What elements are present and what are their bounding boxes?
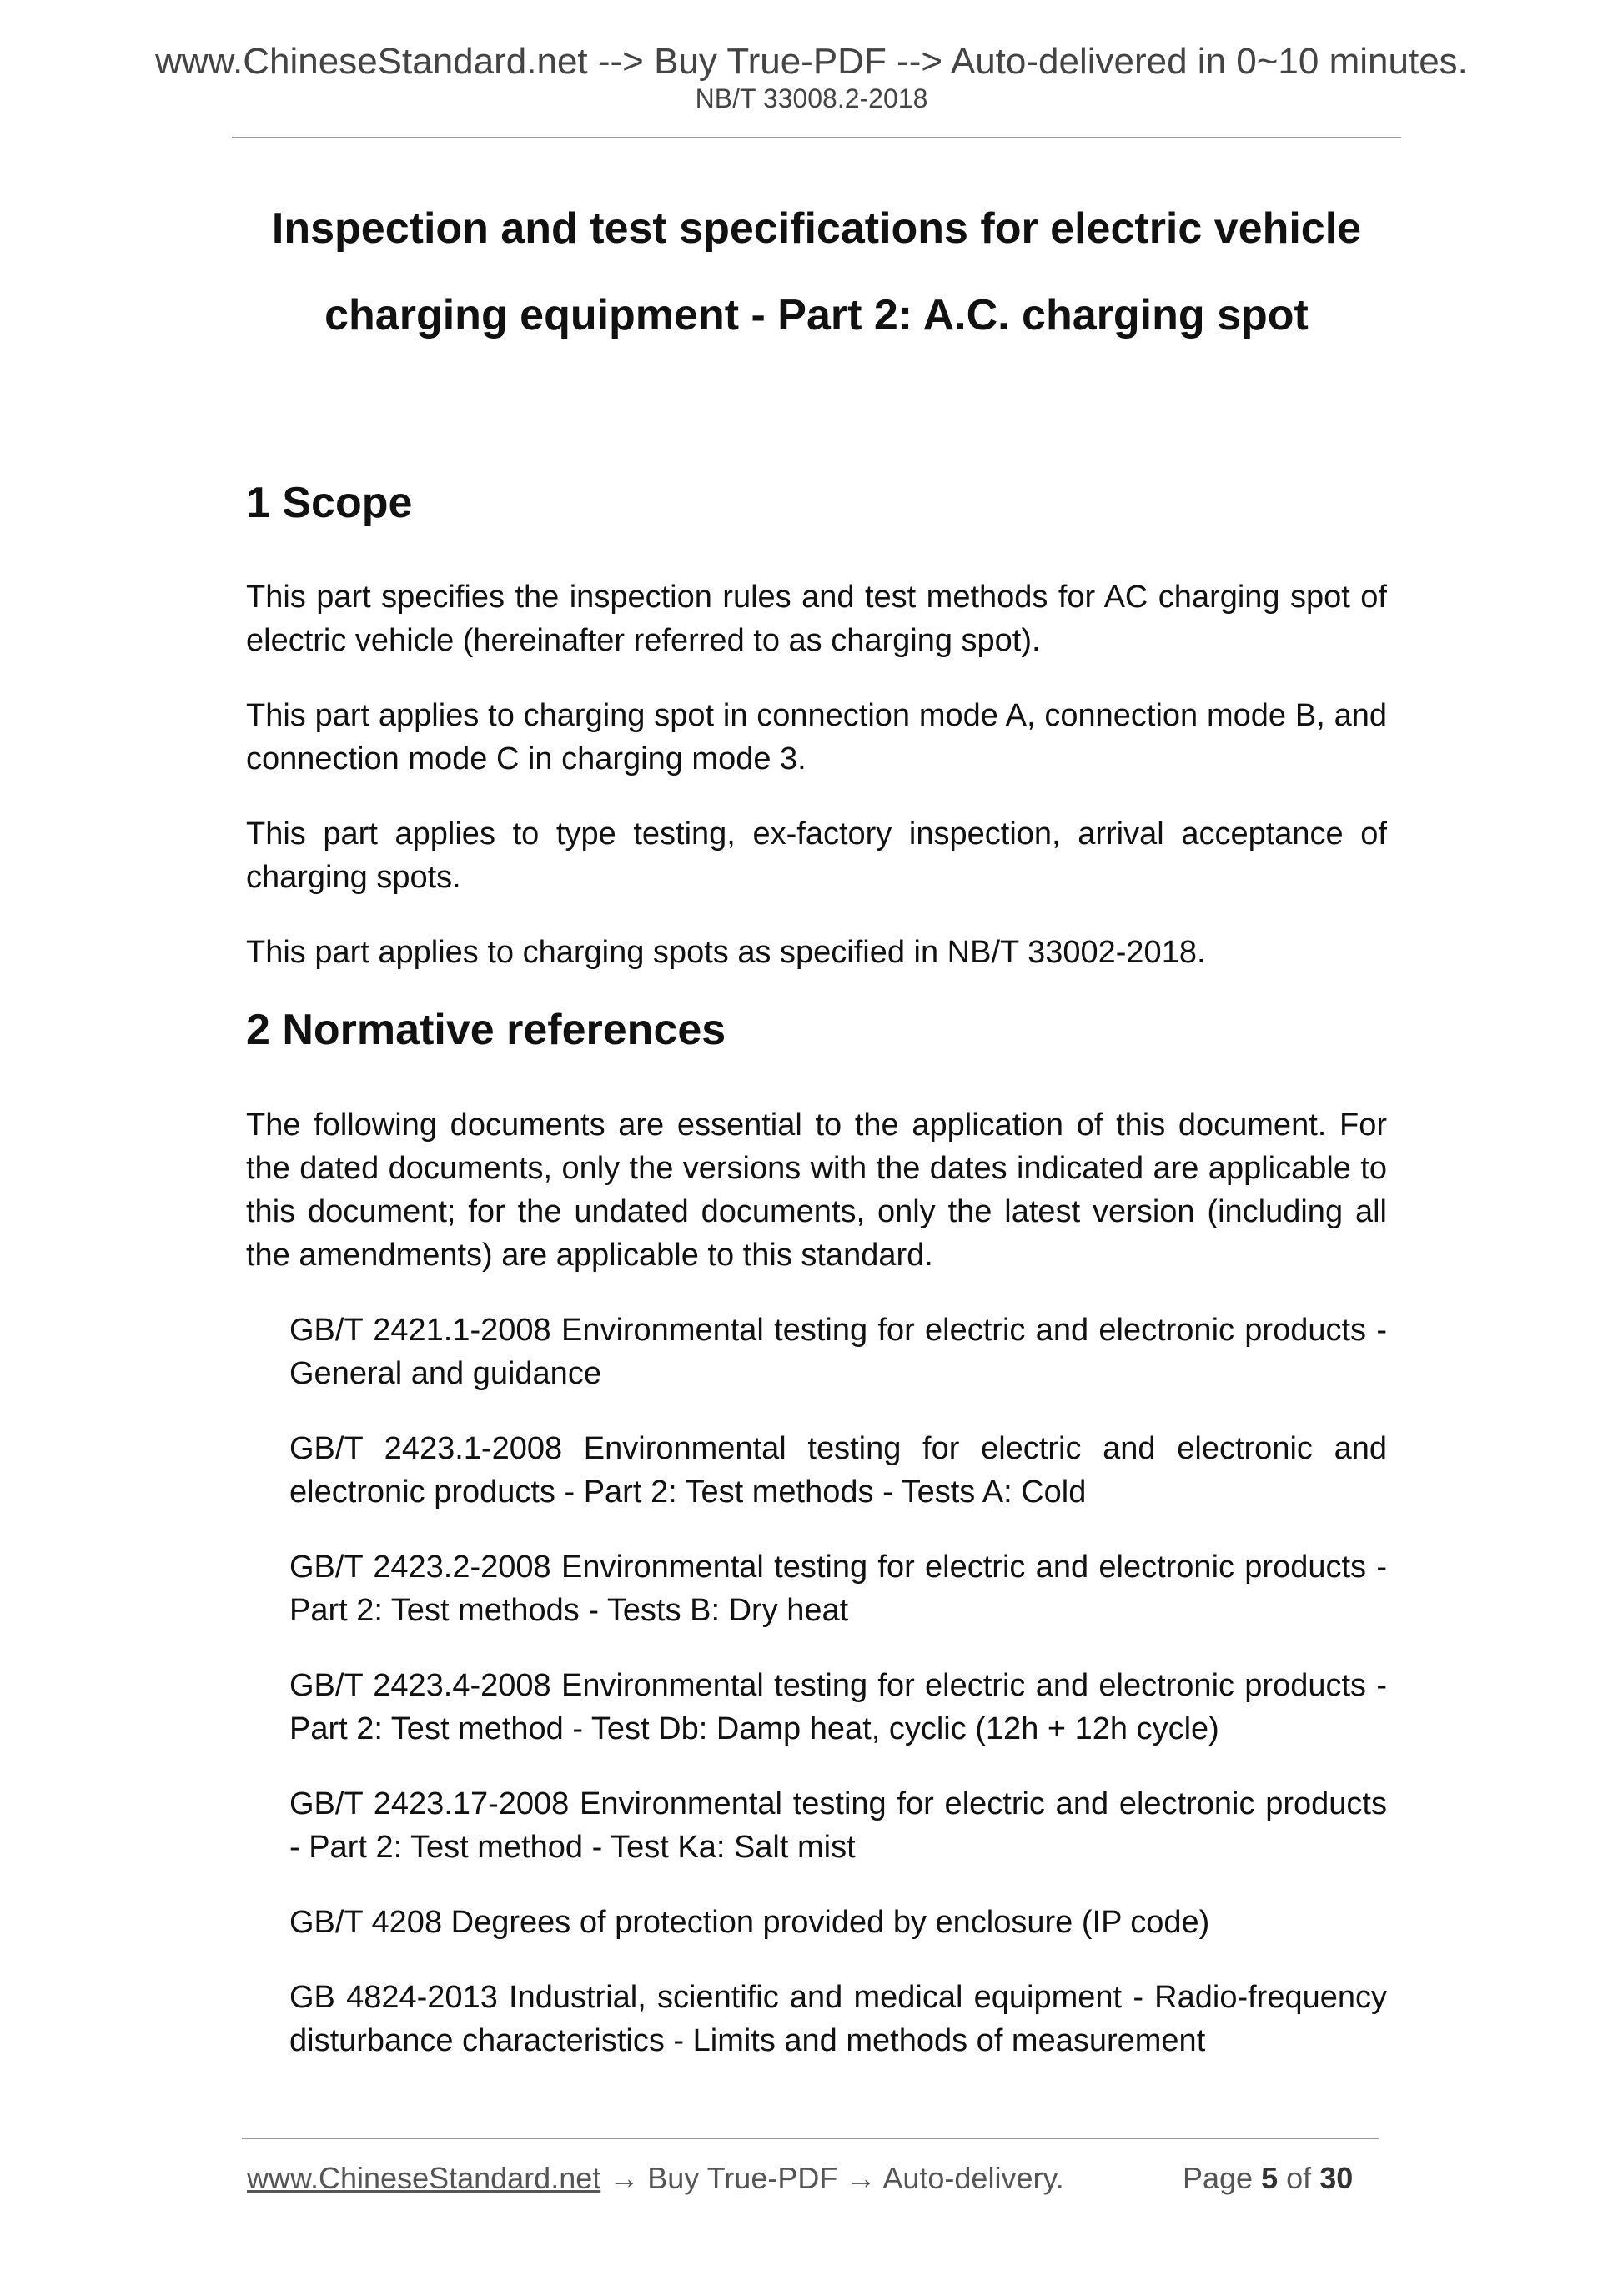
title-line-1: Inspection and test specifications for electric vehicle — [271, 204, 1362, 253]
arrow-right-icon: → — [600, 2161, 648, 2195]
page-of-label: of — [1286, 2161, 1312, 2195]
footer-buy-text: Buy True-PDF — [647, 2161, 838, 2195]
document-code: NB/T 33008.2-2018 — [695, 83, 928, 113]
reference-item: GB/T 2423.17-2008 Environmental testing for electric and electronic products - Part 2: Test method - Test Ka: Salt mist — [289, 1786, 1387, 1865]
page-total: 30 — [1319, 2161, 1354, 2195]
page-label: Page — [1183, 2161, 1254, 2195]
scope-paragraph: This part applies to type testing, ex-factory inspection, arrival acceptance of charging spots. — [246, 816, 1387, 896]
document-body — [246, 477, 1387, 2094]
scope-paragraph: This part applies to charging spot in connection mode A, connection mode B, and connection mode C in charging mode 3. — [246, 698, 1387, 777]
top-banner: www.ChineseStandard.net --> Buy True-PDF --> Auto-delivered in 0~10 minutes. — [155, 41, 1468, 82]
document-title — [232, 185, 1401, 359]
reference-item: GB/T 2423.4-2008 Environmental testing for electric and electronic products - Part 2: Test method - Test Db: Damp heat, cyclic (12h + 12h cycle) — [289, 1667, 1387, 1746]
reference-item: GB 4824-2013 Industrial, scientific and medical equipment - Radio-frequency disturbance characteristics - Limits and methods of measurement — [289, 1979, 1387, 2058]
reference-item: GB/T 2423.1-2008 Environmental testing for electric and electronic and electronic products - Part 2: Test methods - Tests A: Cold — [289, 1430, 1387, 1510]
footer-site-link[interactable]: www.ChineseStandard.net — [247, 2161, 601, 2195]
scope-paragraph: This part applies to charging spots as specified in NB/T 33002-2018. — [246, 935, 1206, 971]
reference-item: GB/T 2421.1-2008 Environmental testing for electric and electronic products - General and guidance — [289, 1312, 1387, 1391]
header-divider — [232, 137, 1401, 138]
references-intro-paragraph: The following documents are essential to the application of this document. For the dated documents, only the versions with the dates indicated are applicable to this document; for the undated documents, only the latest version (including all the amendments) are applicable to this standard. — [246, 1107, 1387, 1273]
page-current: 5 — [1261, 2161, 1279, 2195]
title-line-2: charging equipment - Part 2: A.C. charging spot — [324, 291, 1309, 339]
reference-item: GB/T 4208 Degrees of protection provided by enclosure (IP code) — [289, 1904, 1210, 1940]
page-indicator — [1183, 2163, 1353, 2193]
scope-paragraph: This part specifies the inspection rules and test methods for AC charging spot of electric vehicle (hereinafter referred to as charging spot). — [246, 580, 1387, 659]
reference-item: GB/T 2423.2-2008 Environmental testing for electric and electronic products - Part 2: Test methods - Tests B: Dry heat — [289, 1549, 1387, 1628]
section-heading-scope: 1 Scope — [246, 479, 413, 527]
reference-list — [246, 1309, 1387, 2062]
section-heading-normative-references: 2 Normative references — [246, 1006, 726, 1055]
arrow-right-icon: → — [837, 2161, 883, 2195]
footer-delivery-text: Auto-delivery. — [882, 2161, 1064, 2195]
footer-divider — [242, 2138, 1379, 2139]
footer-links — [247, 2163, 1064, 2193]
